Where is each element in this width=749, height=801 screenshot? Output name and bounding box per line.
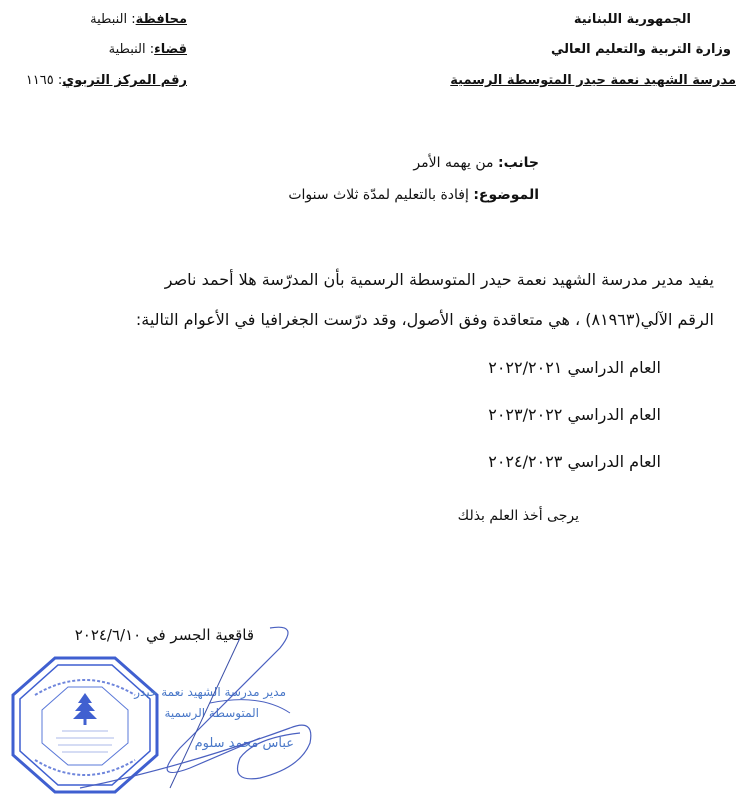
academic-year-item: العام الدراسي ٢٠٢٤/٢٠٢٣ (488, 452, 661, 471)
closing-line: يرجى أخذ العلم بذلك (457, 508, 579, 524)
signatory-name: عباس محمد سلوم (194, 736, 294, 751)
subject-line (288, 187, 539, 203)
governorate-value: : النبطية (90, 12, 136, 27)
subject-value: إفادة بالتعليم لمدّة ثلاث سنوات (288, 187, 474, 203)
signature-title-line-1: مدير مدرسة الشهيد نعمة حيدر (134, 685, 286, 699)
body-paragraph-line-1: يفيد مدير مدرسة الشهيد نعمة حيدر المتوسطة الرسمية بأن المدرّسة هلا أحمد ناصر (164, 270, 714, 289)
governorate-label: محافظة (135, 12, 187, 27)
ministry-title: وزارة التربية والتعليم العالي (550, 42, 731, 57)
governorate-field (90, 12, 187, 27)
district-value: : النبطية (108, 42, 155, 57)
school-title: مدرسة الشهيد نعمة حيدر المتوسطة الرسمية (450, 73, 736, 88)
recipient-line (413, 155, 539, 171)
handwritten-signature (60, 618, 320, 798)
center-number-label: رقم المركز التربوي (62, 73, 187, 88)
recipient-value: من يهمه الأمر (413, 155, 498, 171)
district-field (109, 42, 187, 57)
center-number-value: : ١١٦٥ (25, 73, 63, 88)
signature-title-line-2: المتوسطة الرسمية (164, 706, 259, 720)
academic-year-item: العام الدراسي ٢٠٢٢/٢٠٢١ (488, 358, 661, 377)
republic-title: الجمهورية اللبنانية (573, 12, 691, 27)
body-paragraph-line-2: الرقم الآلي(٨١٩٦٣) ، هي متعاقدة وفق الأصول، وقد درّست الجغرافيا في الأعوام التالية: (135, 310, 714, 329)
district-label: قضاء (154, 42, 187, 57)
place-date-line: قاقعية الجسر في ٢٠٢٤/٦/١٠ (74, 626, 254, 644)
subject-label: الموضوع: (473, 187, 539, 203)
center-number-field (26, 73, 187, 88)
academic-year-item: العام الدراسي ٢٠٢٣/٢٠٢٢ (488, 405, 661, 424)
recipient-label: جانب: (497, 155, 539, 171)
